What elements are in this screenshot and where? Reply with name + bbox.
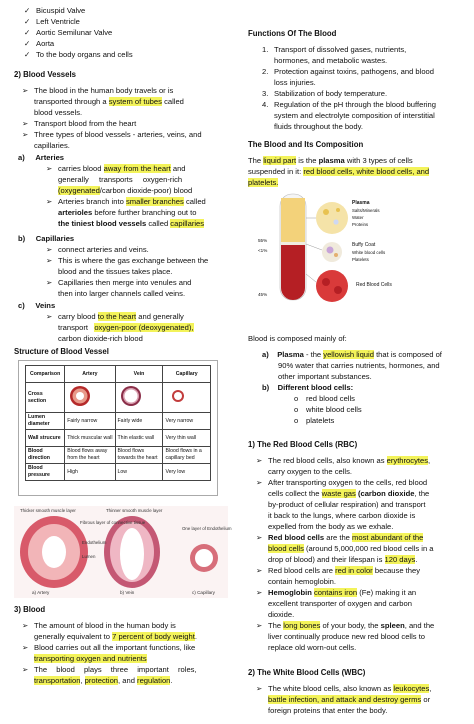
table-cell: Blood direction bbox=[26, 447, 65, 464]
table-row bbox=[26, 464, 211, 481]
table-cell: Cross section bbox=[26, 383, 65, 413]
capillary-cross-section bbox=[163, 383, 211, 413]
list-item: o white blood cells bbox=[294, 405, 362, 414]
list-item: o platelets bbox=[294, 416, 335, 425]
table-header: Comparison bbox=[26, 366, 65, 383]
table-cell: Very low bbox=[163, 464, 211, 481]
table-cell: Low bbox=[115, 464, 163, 481]
comparison-table-figure bbox=[18, 360, 218, 496]
wbc-heading: 2) The White Blood Cells (WBC) bbox=[248, 668, 366, 677]
table-cell: High bbox=[65, 464, 115, 481]
table-cell: Lumen diameter bbox=[26, 413, 65, 430]
composition-heading: The Blood and Its Composition bbox=[248, 140, 364, 149]
table-row bbox=[26, 430, 211, 447]
table-cell: Thin elastic wall bbox=[115, 430, 163, 447]
structure-heading: Structure of Blood Vessel bbox=[14, 347, 109, 356]
table-cell: Fairly narrow bbox=[65, 413, 115, 430]
arteries-heading: a) Arteries bbox=[18, 153, 65, 162]
vein-cross-section bbox=[115, 383, 163, 413]
table-row bbox=[26, 413, 211, 430]
table-row bbox=[26, 447, 211, 464]
checklist-item: ✓ Bicuspid Valve bbox=[24, 6, 86, 15]
capillaries-heading: b) Capillaries bbox=[18, 234, 75, 243]
blood-heading: 3) Blood bbox=[14, 605, 46, 614]
table-header: Artery bbox=[65, 366, 115, 383]
table-cell: Wall strucure bbox=[26, 430, 65, 447]
vessel-figure: Thicker smooth muscle layer Thinner smooth muscle layer Fibrous layer of connective tissue Endothelium Lumen One layer of Endothelium a) Artery b) Vein c) Capillary bbox=[14, 506, 228, 598]
checklist-item: ✓ Aortic Semilunar Valve bbox=[24, 28, 113, 37]
table-header: Capillary bbox=[163, 366, 211, 383]
table-header: Vein bbox=[115, 366, 163, 383]
table-header-row bbox=[26, 366, 211, 383]
list-item: o red blood cells bbox=[294, 394, 355, 403]
checklist-item: ✓ Left Ventricle bbox=[24, 17, 80, 26]
rbc-heading: 1) The Red Blood Cells (RBC) bbox=[248, 440, 358, 449]
table-cell: Blood pressure bbox=[26, 464, 65, 481]
veins-heading: c) Veins bbox=[18, 301, 56, 310]
table-cell: Very narrow bbox=[163, 413, 211, 430]
blood-composition-figure: Plasma Salts/Minerals Water Proteins Buffy Coat White blood cells Platelets Red Blood Cells 55% <1% 45% bbox=[256, 190, 456, 306]
table-cell: Fairly wide bbox=[115, 413, 163, 430]
comparison-table bbox=[25, 365, 211, 481]
artery-cross-section bbox=[65, 383, 115, 413]
checklist-item: ✓ Aorta bbox=[24, 39, 55, 48]
blood-vessels-heading: 2) Blood Vessels bbox=[14, 70, 76, 79]
table-row bbox=[26, 383, 211, 413]
table-cell: Blood flows away from the heart bbox=[65, 447, 115, 464]
table-cell: Very thin wall bbox=[163, 430, 211, 447]
checklist-item: ✓ To the body organs and cells bbox=[24, 50, 133, 59]
functions-heading: Functions Of The Blood bbox=[248, 29, 337, 38]
table-cell: Thick muscular wall bbox=[65, 430, 115, 447]
table-cell: Blood flows in a capillary bed bbox=[163, 447, 211, 464]
table-cell: Blood flows towards the heart bbox=[115, 447, 163, 464]
